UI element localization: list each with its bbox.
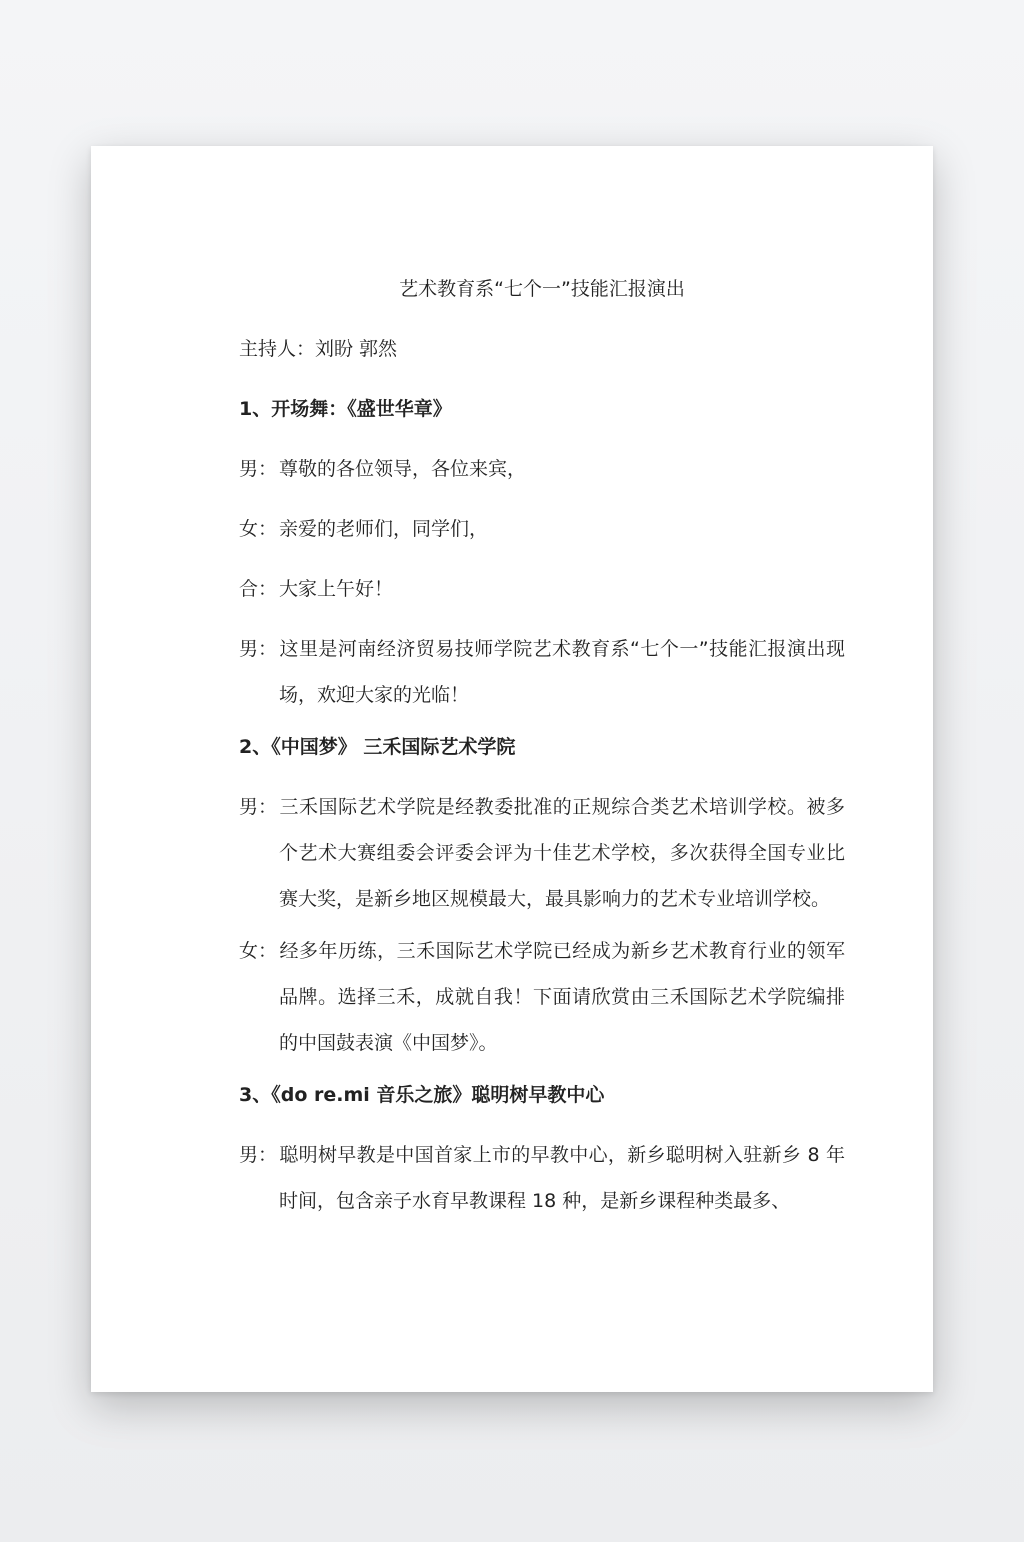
document-body [239,274,845,1238]
line-text: 经多年历练，三禾国际艺术学院已经成为新乡艺术教育行业的领军品牌。选择三禾，成就自我！下面请欣赏由三禾国际艺术学院编排的中国鼓表演《中国梦》。 [279,940,845,1054]
line-text: 亲爱的老师们，同学们， [279,518,489,540]
script-line [239,514,845,544]
line-text: 聪明树早教是中国首家上市的早教中心，新乡聪明树入驻新乡 8 年时间，包含亲子水育早教课程 18 种，是新乡课程种类最多、 [279,1144,845,1212]
document-page [91,146,933,1392]
speaker-label: 男： [239,1144,278,1166]
speaker-label: 合： [239,578,278,600]
script-line [239,454,845,484]
section-heading-1: 1、开场舞：《盛世华章》 [239,398,452,420]
speaker-label: 女： [239,518,278,540]
section-heading-2: 2、《中国梦》 三禾国际艺术学院 [239,736,516,758]
script-line [239,1132,845,1224]
speaker-label: 男： [239,458,278,480]
document-title: 艺术教育系“七个一”技能汇报演出 [399,278,685,300]
script-line [239,626,845,718]
line-text: 大家上午好！ [279,578,394,600]
line-text: 尊敬的各位领导，各位来宾， [279,458,527,480]
line-text: 这里是河南经济贸易技师学院艺术教育系“七个一”技能汇报演出现场，欢迎大家的光临！ [279,638,845,706]
speaker-label: 男： [239,796,278,818]
host-line: 主持人：刘盼 郭然 [239,338,398,360]
script-line [239,574,845,604]
script-line [239,784,845,922]
section-heading-3: 3、《do re.mi 音乐之旅》聪明树早教中心 [239,1084,605,1106]
speaker-label: 女： [239,940,278,962]
speaker-label: 男： [239,638,278,660]
line-text: 三禾国际艺术学院是经教委批准的正规综合类艺术培训学校。被多个艺术大赛组委会评委会评为十佳艺术学校，多次获得全国专业比赛大奖，是新乡地区规模最大，最具影响力的艺术专业培训学校。 [279,796,845,910]
script-line [239,928,845,1066]
